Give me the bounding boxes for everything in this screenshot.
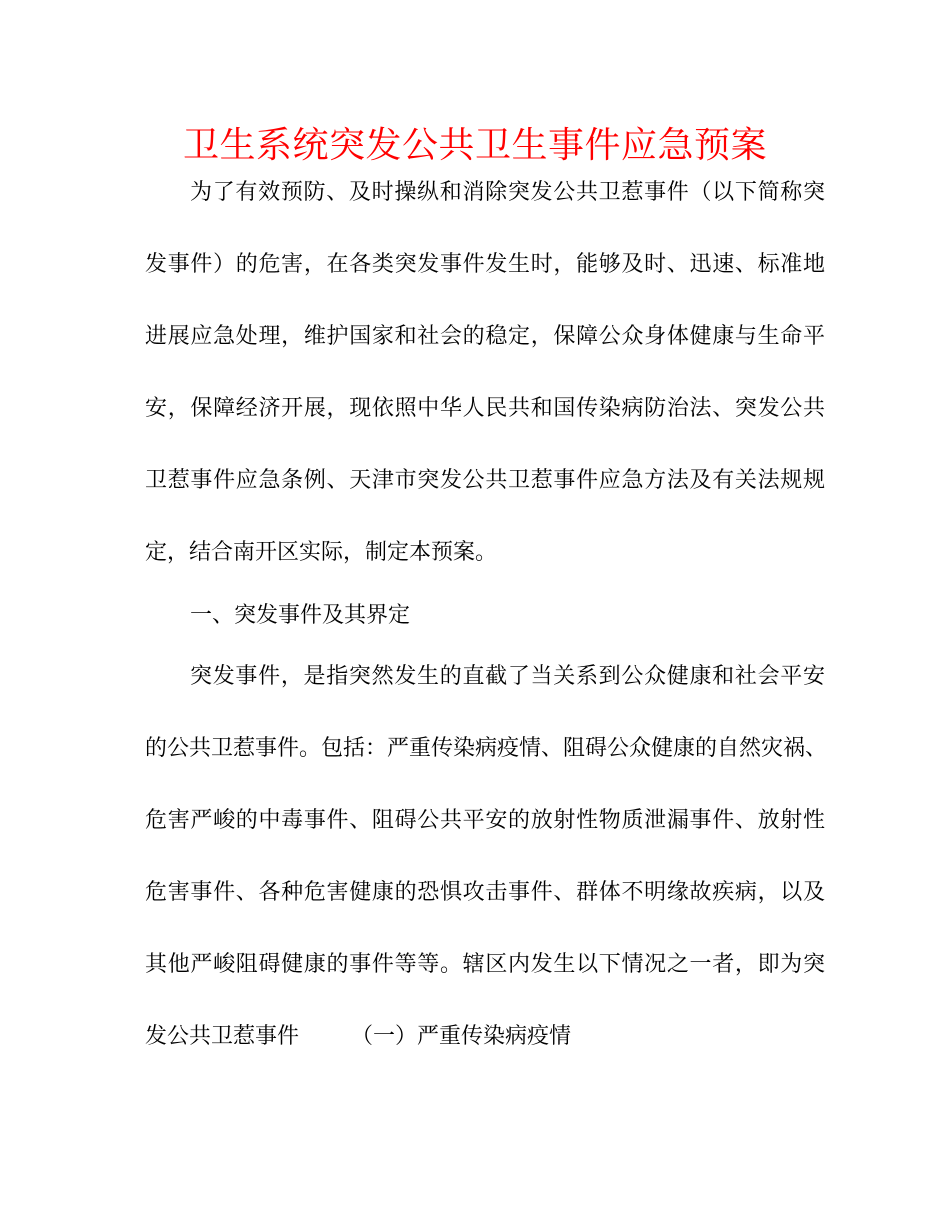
paragraph-line: 定，结合南开区实际，制定本预案。 <box>145 540 498 565</box>
paragraph-line: 其他严峻阻碍健康的事件等等。辖区内发生以下情况之一者，即为突 <box>145 952 825 977</box>
document-title: 卫生系统突发公共卫生事件应急预案 <box>182 125 767 166</box>
paragraph-line-last <box>145 1017 825 1057</box>
paragraph-line: 的公共卫惹事件。包括：严重传染病疫情、阻碍公众健康的自然灾祸、 <box>145 736 828 761</box>
paragraph-line: 安，保障经济开展，现依照中华人民共和国传染病防治法、突发公共 <box>145 396 825 421</box>
paragraph-line: 危害事件、各种危害健康的恐惧攻击事件、群体不明缘故疾病，以及 <box>145 880 825 905</box>
paragraph-line: 突发事件，是指突然发生的直截了当关系到公众健康和社会平安 <box>190 664 825 689</box>
paragraph-line: 危害严峻的中毒事件、阻碍公共平安的放射性物质泄漏事件、放射性 <box>145 808 825 833</box>
paragraph-line: 发事件）的危害，在各类突发事件发生时，能够及时、迅速、标准地 <box>145 252 825 277</box>
subsection-heading: （一）严重传染病疫情 <box>351 1024 572 1049</box>
paragraph-line: 为了有效预防、及时操纵和消除突发公共卫惹事件（以下简称突 <box>190 180 825 205</box>
paragraph-line: 卫惹事件应急条例、天津市突发公共卫惹事件应急方法及有关法规规 <box>145 468 825 493</box>
paragraph-line: 进展应急处理，维护国家和社会的稳定，保障公众身体健康与生命平 <box>145 324 825 349</box>
section-heading: 一、突发事件及其界定 <box>190 603 411 628</box>
paragraph-line-left-text: 发公共卫惹事件 <box>145 1024 300 1049</box>
